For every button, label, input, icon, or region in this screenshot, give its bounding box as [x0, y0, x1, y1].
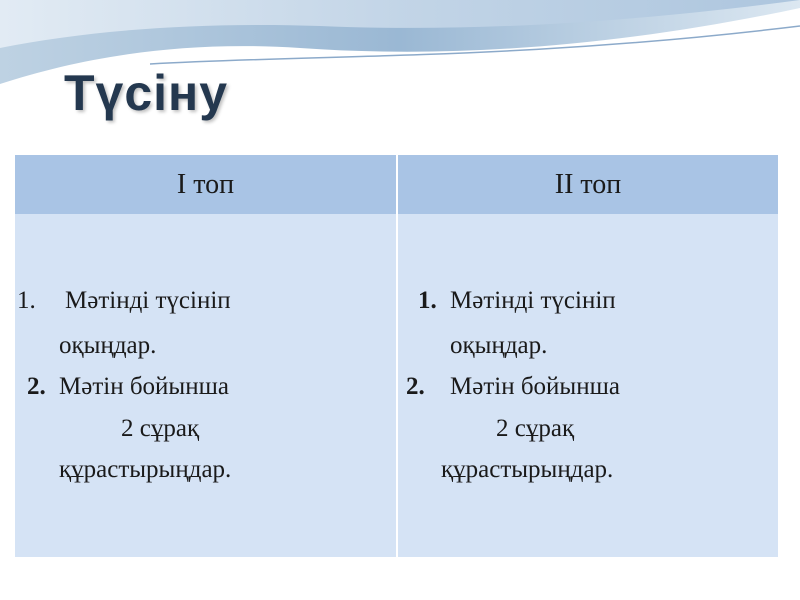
item-1-number: 1. [418, 287, 437, 314]
item-2-number: 2. [406, 373, 425, 400]
tasks-cell-group-1 [15, 214, 396, 557]
item-1-line-1: Мәтінді түсініп [65, 287, 231, 314]
item-1-line-2: оқыңдар. [450, 332, 548, 359]
groups-table [15, 155, 778, 557]
item-1-line-2: оқыңдар. [59, 332, 157, 359]
item-2-number: 2. [27, 373, 46, 400]
header-group-1: I топ [15, 155, 396, 214]
item-2-line-3: құрастырыңдар. [59, 456, 232, 483]
tasks-cell-group-2 [396, 214, 778, 557]
item-2-line-2: 2 сұрақ [496, 415, 575, 442]
slide-title: Түсіну [64, 65, 229, 121]
item-1-line-1: Мәтінді түсініп [450, 287, 616, 314]
header-group-2: II топ [396, 155, 778, 214]
item-2-line-3: құрастырыңдар. [441, 456, 614, 483]
item-1-number: 1. [17, 287, 36, 314]
item-2-line-1: Мәтін бойынша [450, 373, 620, 400]
item-2-line-2: 2 сұрақ [121, 415, 200, 442]
item-2-line-1: Мәтін бойынша [59, 373, 229, 400]
